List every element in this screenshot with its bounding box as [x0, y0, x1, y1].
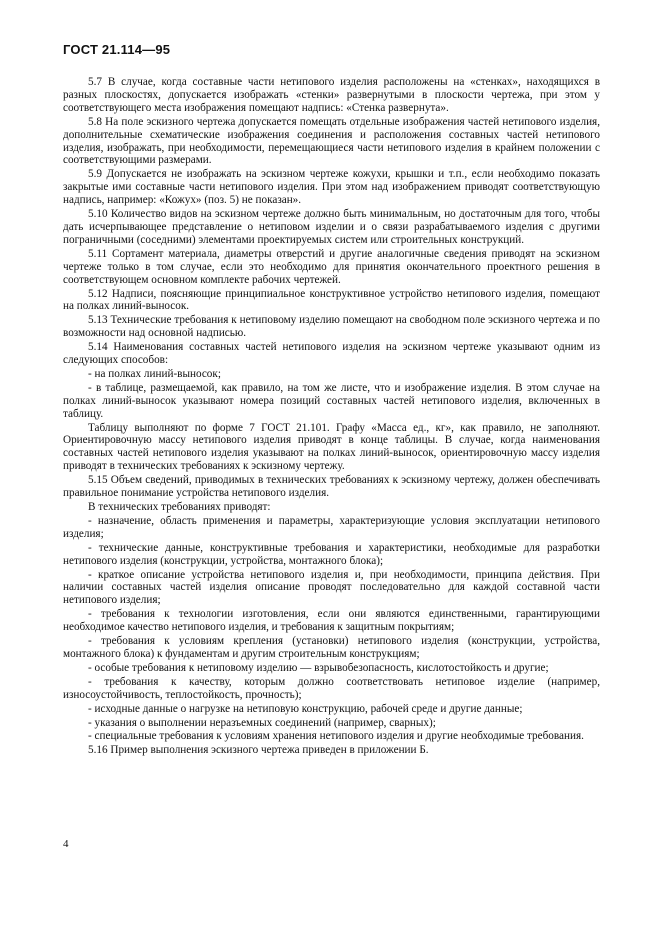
- list-item: - особые требования к нетиповому изделию — взрывобезопасность, кислотостойкость и другие;: [88, 661, 549, 674]
- paragraph-requirements-intro: В технических требованиях приводят:: [88, 501, 271, 513]
- list-item: - указания о выполнении неразъемных соединений (например, сварных);: [88, 716, 436, 729]
- paragraph-5-15: 5.15 Объем сведений, приводимых в технических требованиях к эскизному чертежу, должен обеспечивать правильное понимание устройства нетипового изделия.: [63, 474, 600, 500]
- list-item: - исходные данные о нагрузке на нетиповую конструкцию, рабочей среде и другие данные;: [88, 702, 523, 715]
- paragraph-5-16: 5.16 Пример выполнения эскизного чертежа приведен в приложении Б.: [88, 744, 429, 757]
- paragraph-5-9: 5.9 Допускается не изображать на эскизном чертеже кожухи, крышки и т.п., если необходимо показать закрытые ими составные части нетипового изделия. При этом над изображением приводят соответствующую надпись, например: «Кожух» (поз. 5) не показан».: [63, 168, 600, 207]
- list-item: - технические данные, конструктивные требования и характеристики, необходимые для разработки нетипового изделия (конструкции, устройства, монтажного блока);: [63, 541, 600, 567]
- list-item: - краткое описание устройства нетипового изделия и, при необходимости, принципа действия. При наличии составных частей изделия описание проводят последовательно для каждой составной части нетипового изделия;: [63, 568, 600, 607]
- paragraph-5-10: 5.10 Количество видов на эскизном чертеже должно быть минимальным, но достаточным для того, чтобы дать исчерпывающее представление о нетиповом изделии и о связи разрабатываемого изделия с другими пограничными (соседними) элементами проектируемых систем или строительных конструкций.: [63, 208, 600, 246]
- list-item: - требования к технологии изготовления, если они являются единственными, гарантирующими необходимое качество нетипового изделия, и требования к защитным покрытиям;: [63, 608, 600, 634]
- document-body: [63, 76, 600, 757]
- list-item: - на полках линий-выносок;: [88, 367, 221, 380]
- paragraph-5-12: 5.12 Надписи, поясняющие принципиальное конструктивное устройство нетипового изделия, помещают на полках линий-выносок.: [63, 287, 600, 313]
- paragraph-5-8: 5.8 На поле эскизного чертежа допускается помещать отдельные изображения частей нетипового изделия, дополнительные схематические изображения соединения и расположения составных частей нетипового изделия, изображать, при необходимости, перемещающиеся части нетипового изделия в крайнем положении с соответствующими размерами.: [63, 115, 600, 167]
- list-item: - специальные требования к условиям хранения нетипового изделия и другие необходимые требования.: [88, 730, 584, 743]
- paragraph-5-11: 5.11 Сортамент материала, диаметры отверстий и другие аналогичные сведения приводят на эскизном чертеже только в том случае, если это необходимо для принятия окончательного проектного решения в соответствующем основном комплекте рабочих чертежей.: [63, 247, 600, 286]
- paragraph-table-note: Таблицу выполняют по форме 7 ГОСТ 21.101. Графу «Масса ед., кг», как правило, не заполняют. Ориентировочную массу нетипового изделия приводят в конце таблицы. В случае, когда наименования составных частей нетипового изделия указывают на полках линий-выносок, ориентировочную массу изделия приводят в технических требованиях к эскизному чертежу.: [63, 421, 600, 473]
- list-item: - назначение, область применения и параметры, характеризующие условия эксплуатации нетипового изделия;: [63, 514, 600, 540]
- list-item: - требования к качеству, которым должно соответствовать нетиповое изделие (например, износоустойчивость, теплостойкость, прочность);: [63, 675, 600, 701]
- document-number: ГОСТ 21.114—95: [63, 42, 171, 57]
- page-number: 4: [63, 838, 69, 850]
- list-item: - требования к условиям крепления (установки) нетипового изделия (конструкции, устройства, монтажного блока) к фундаментам и другим строительным конструкциям;: [63, 635, 600, 660]
- paragraph-5-7: 5.7 В случае, когда составные части нетипового изделия расположены на «стенках», находящихся в разных плоскостях, допускается изображать «стенки» развернутыми в плоскости чертежа, при этом у соответствующего места изображения помещают надпись: «Стенка развернута».: [63, 76, 600, 114]
- list-item: - в таблице, размещаемой, как правило, на том же листе, что и изображение изделия. В этом случае на полках линий-выносок указывают номера позиций составных частей нетипового изделия, включенных в таблицу.: [63, 381, 600, 420]
- paragraph-5-14: 5.14 Наименования составных частей нетипового изделия на эскизном чертеже указывают одним из следующих способов:: [63, 341, 600, 367]
- paragraph-5-13: 5.13 Технические требования к нетиповому изделию помещают на свободном поле эскизного чертежа и по возможности над основной надписью.: [63, 314, 600, 340]
